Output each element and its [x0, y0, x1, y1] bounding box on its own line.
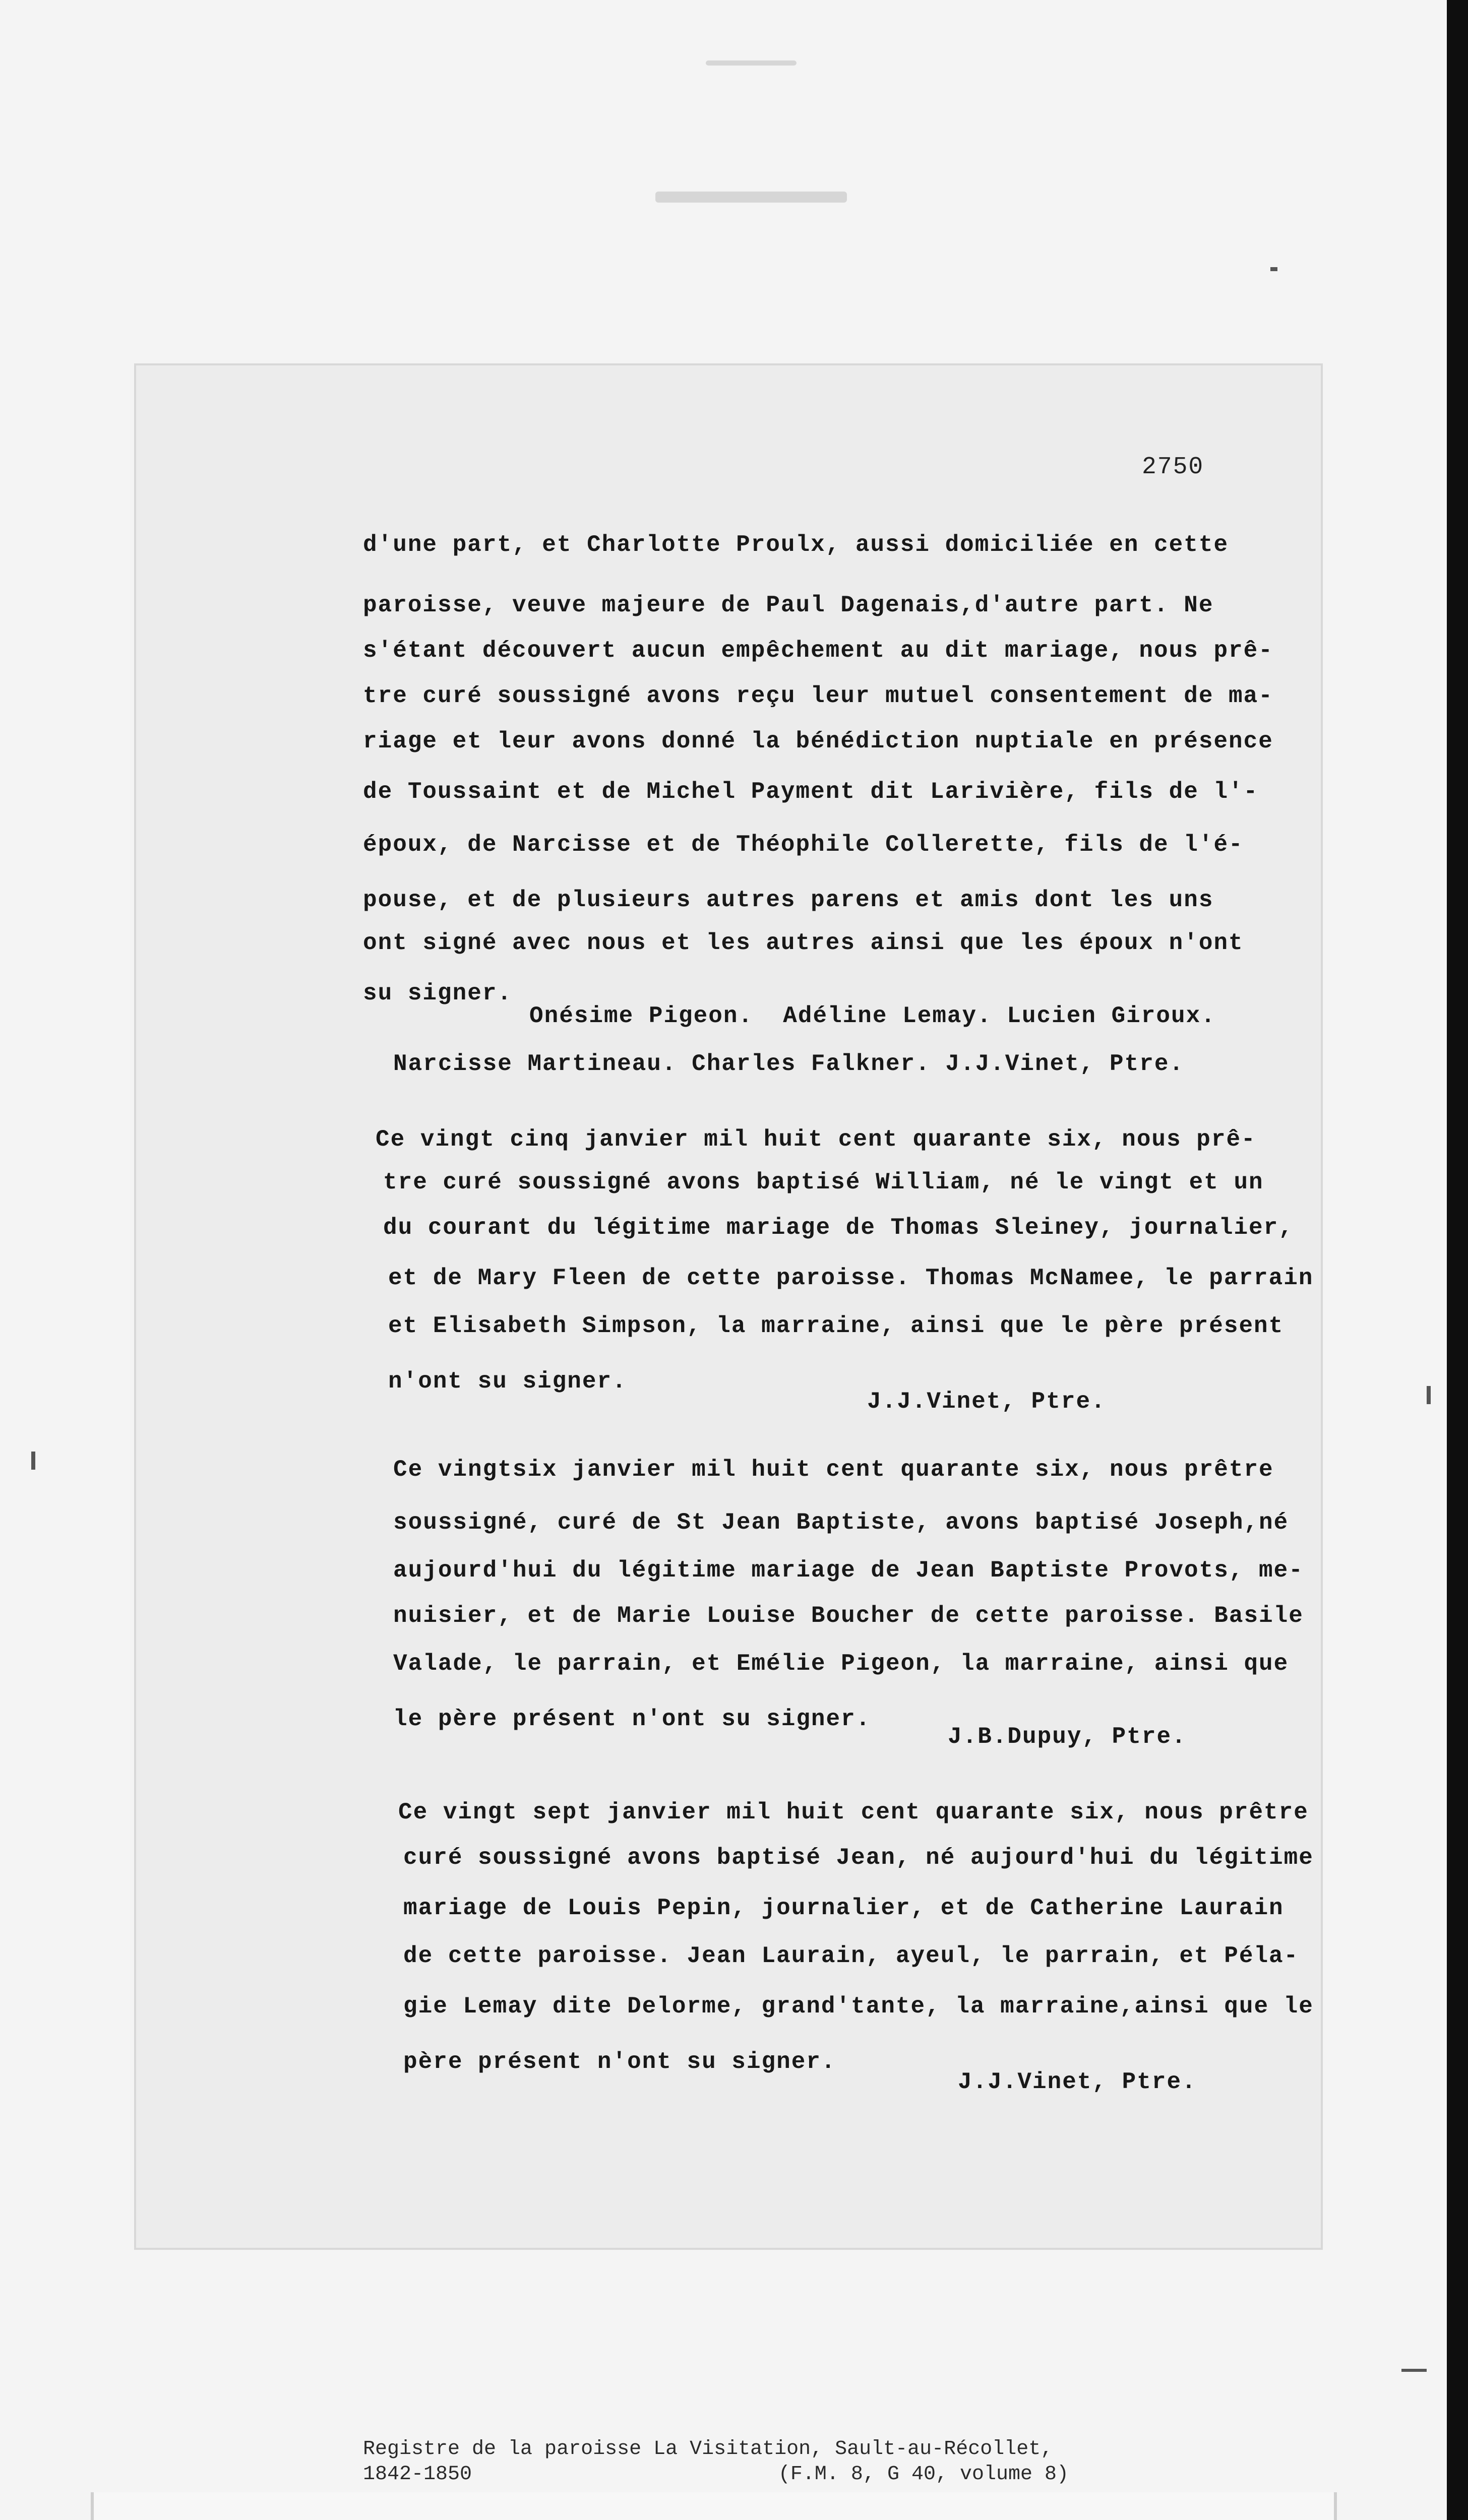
text-line: su signer.	[363, 980, 513, 1006]
film-mark	[1427, 1386, 1431, 1404]
text-line: Valade, le parrain, et Emélie Pigeon, la marraine, ainsi que	[393, 1651, 1289, 1677]
text-line: tre curé soussigné avons baptisé William, né le vingt et un	[383, 1169, 1264, 1195]
signature-line: Narcisse Martineau. Charles Falkner. J.J.Vinet, Ptre.	[393, 1051, 1185, 1077]
film-mark	[1401, 2369, 1427, 2372]
text-line: gie Lemay dite Delorme, grand'tante, la marraine,ainsi que le	[403, 1993, 1314, 2020]
film-mark	[1270, 267, 1277, 271]
text-line: mariage de Louis Pepin, journalier, et de Catherine Laurain	[403, 1895, 1284, 1921]
text-line: curé soussigné avons baptisé Jean, né aujourd'hui du légitime	[403, 1845, 1314, 1871]
signature-line: J.J.Vinet, Ptre.	[867, 1389, 1106, 1415]
text-line: Ce vingt sept janvier mil huit cent quarante six, nous prêtre	[398, 1799, 1309, 1825]
text-line: du courant du légitime mariage de Thomas Sleiney, journalier,	[383, 1215, 1294, 1241]
text-line: d'une part, et Charlotte Proulx, aussi domiciliée en cette	[363, 532, 1229, 558]
signature-line: Onésime Pigeon. Adéline Lemay. Lucien Giroux.	[529, 1003, 1216, 1029]
film-mark	[31, 1452, 35, 1470]
text-line: de cette paroisse. Jean Laurain, ayeul, le parrain, et Péla-	[403, 1943, 1299, 1969]
text-line: soussigné, curé de St Jean Baptiste, avons baptisé Joseph,né	[393, 1509, 1289, 1536]
text-line: paroisse, veuve majeure de Paul Dagenais,d'autre part. Ne	[363, 592, 1214, 618]
text-line: n'ont su signer.	[388, 1368, 627, 1395]
archive-caption	[363, 2437, 1069, 2487]
caption-years: 1842-1850	[363, 2463, 472, 2486]
text-line: riage et leur avons donné la bénédiction nuptiale en présence	[363, 728, 1273, 754]
film-smudge	[655, 192, 847, 203]
text-line: Ce vingt cinq janvier mil huit cent quarante six, nous prê-	[376, 1126, 1256, 1153]
text-line: père présent n'ont su signer.	[403, 2049, 836, 2075]
text-line: et Elisabeth Simpson, la marraine, ainsi que le père présent	[388, 1313, 1284, 1339]
text-line: s'étant découvert aucun empêchement au dit mariage, nous prê-	[363, 638, 1273, 664]
caption-row	[363, 2437, 1069, 2462]
film-scratch	[706, 60, 797, 66]
text-line: le père présent n'ont su signer.	[393, 1706, 871, 1732]
caption-reference: (F.M. 8, G 40, volume 8)	[778, 2463, 1069, 2486]
signature-line: J.B.Dupuy, Ptre.	[948, 1724, 1187, 1750]
text-line: Ce vingtsix janvier mil huit cent quarante six, nous prêtre	[393, 1457, 1274, 1483]
page-number: 2750	[1142, 454, 1204, 481]
signature-line: J.J.Vinet, Ptre.	[958, 2069, 1197, 2095]
text-line: de Toussaint et de Michel Payment dit Larivière, fils de l'-	[363, 779, 1259, 805]
caption-row	[363, 2462, 1069, 2487]
text-line: pouse, et de plusieurs autres parens et amis dont les uns	[363, 887, 1214, 913]
text-line: ont signé avec nous et les autres ainsi que les époux n'ont	[363, 930, 1244, 956]
text-line: époux, de Narcisse et de Théophile Collerette, fils de l'é-	[363, 832, 1244, 858]
text-line: aujourd'hui du légitime mariage de Jean Baptiste Provots, me-	[393, 1557, 1304, 1584]
text-line: tre curé soussigné avons reçu leur mutuel consentement de ma-	[363, 683, 1273, 709]
archive-card	[91, 2492, 1337, 2520]
text-line: et de Mary Fleen de cette paroisse. Thomas McNamee, le parrain	[388, 1265, 1314, 1291]
caption-title: Registre de la paroisse La Visitation, Sault-au-Récollet,	[363, 2438, 1053, 2461]
text-line: nuisier, et de Marie Louise Boucher de cette paroisse. Basile	[393, 1603, 1304, 1629]
film-edge	[1447, 0, 1468, 2520]
